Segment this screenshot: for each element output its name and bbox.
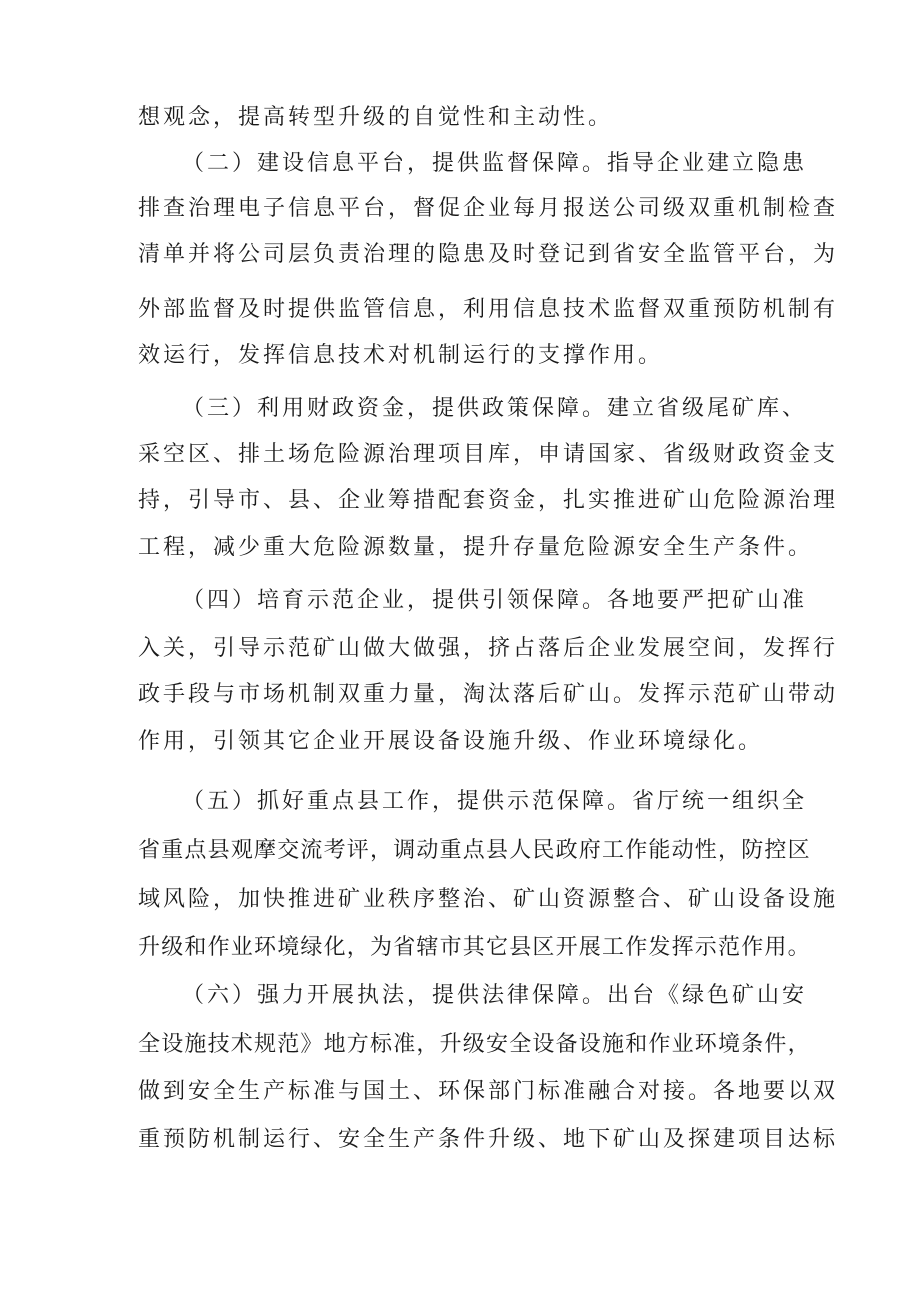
text-line: 全设施技术规范》地方标准，升级安全设备设施和作业环境条件， bbox=[138, 1032, 811, 1057]
section-heading-line: （五）抓好重点县工作，提供示范保障。省厅统一组织全 bbox=[182, 789, 808, 814]
text-line: 效运行，发挥信息技术对机制运行的支撑作用。 bbox=[138, 343, 664, 368]
text-line: 外部监督及时提供监管信息，利用信息技术监督双重预防机制有 bbox=[138, 297, 839, 322]
text-line: 持，引导市、县、企业筹措配套资金，扎实推进矿山危险源治理 bbox=[138, 488, 839, 513]
text-line: 排查治理电子信息平台，督促企业每月报送公司级双重机制检查 bbox=[138, 196, 839, 221]
text-line: 政手段与市场机制双重力量，淘汰落后矿山。发挥示范矿山带动 bbox=[138, 682, 839, 707]
text-line: 域风险，加快推进矿业秩序整治、矿山资源整合、矿山设备设施 bbox=[138, 887, 839, 912]
section-heading-line: （六）强力开展执法，提供法律保障。出台《绿色矿山安 bbox=[182, 983, 808, 1008]
text-line: 清单并将公司层负责治理的隐患及时登记到省安全监管平台，为 bbox=[138, 242, 839, 267]
section-heading-line: （二）建设信息平台，提供监督保障。指导企业建立隐患 bbox=[182, 151, 808, 176]
text-line: 作用，引领其它企业开展设备设施升级、作业环境绿化。 bbox=[138, 729, 764, 754]
text-line: 做到安全生产标准与国土、环保部门标准融合对接。各地要以双 bbox=[138, 1079, 839, 1104]
text-line: 想观念，提高转型升级的自觉性和主动性。 bbox=[138, 105, 614, 130]
text-line: 入关，引导示范矿山做大做强，挤占落后企业发展空间，发挥行 bbox=[138, 636, 839, 661]
section-heading-line: （四）培育示范企业，提供引领保障。各地要严把矿山准 bbox=[182, 588, 808, 613]
text-line: 采空区、排土场危险源治理项目库，申请国家、省级财政资金支 bbox=[138, 442, 839, 467]
section-heading-line: （三）利用财政资金，提供政策保障。建立省级尾矿库、 bbox=[182, 396, 808, 421]
text-line: 省重点县观摩交流考评，调动重点县人民政府工作能动性，防控区 bbox=[138, 838, 811, 863]
text-line: 升级和作业环境绿化，为省辖市其它县区开展工作发挥示范作用。 bbox=[138, 935, 811, 960]
text-line: 工程，减少重大危险源数量，提升存量危险源安全生产条件。 bbox=[138, 535, 814, 560]
text-line: 重预防机制运行、安全生产条件升级、地下矿山及探建项目达标 bbox=[138, 1127, 839, 1152]
